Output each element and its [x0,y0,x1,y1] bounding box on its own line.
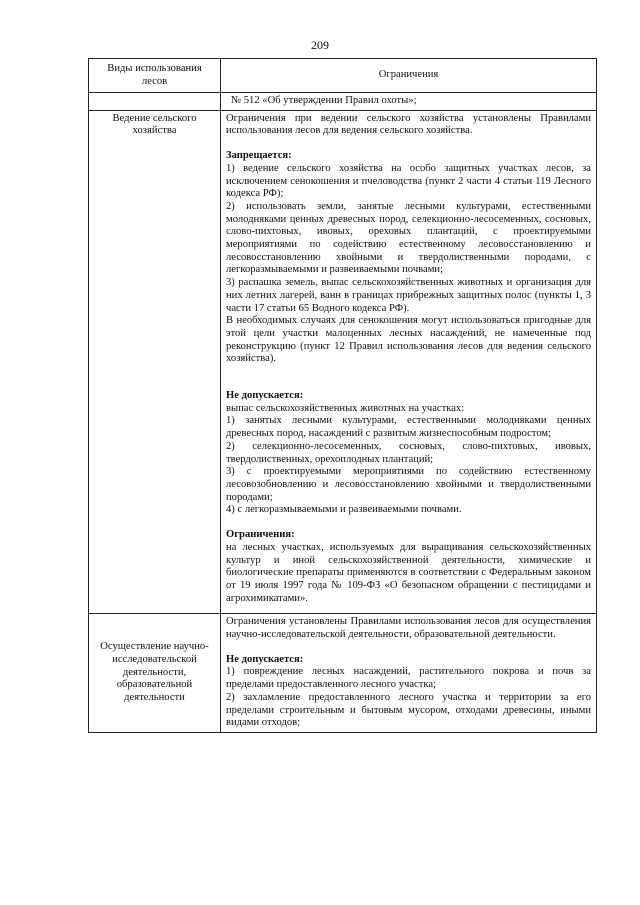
table-row-research [89,614,597,733]
list-item: 1) ведение сельского хозяйства на особо защитных участках лесов, за исключением сенокошения и пчеловодства (пункт 2 части 4 статьи 119 Лесного кодекса РФ); [226,162,591,200]
list-item: выпас сельскохозяйственных животных на участках: [226,402,465,414]
list-item: 1) повреждение лесных насаждений, растительного покрова и почв за пределами предоставленного лесного участка; [226,666,591,691]
page-number: 209 [311,38,329,52]
label-research: Осуществление научно-исследовательской деятельности, образовательной деятельности [89,614,221,733]
header-restrictions: Ограничения [221,59,597,93]
list-item: 3) с проектируемыми мероприятиями по содействию естественному лесовозобновлению и лесовосстановлению хвойными и твердолиственными породами; [226,466,591,503]
research-intro: Ограничения установлены Правилами использования лесов для осуществления научно-исследовательской деятельности, образовательной деятельности. [226,616,591,641]
list-item: 3) распашка земель, выпас сельскохозяйственных животных и организация для них летних лагерей, ванн в границах прибрежных защитных полос (пункты 1, 3 части 17 статьи 65 Водного кодекса РФ). [226,277,591,314]
list-item: 2) использовать земли, занятые лесными культурами, естественными молодняками ценных древесных пород, селекционно-лесосеменных, сосновых, слово-пихтовых, ивовых, ореховых плантаций, с проектируемыми мероприятиями по содействию естественному лесовосстановлению и лесовосстановлению хвойными и твердолиственными породами, с легкоразмываемыми и развеиваемыми почвами; [226,200,591,276]
agriculture-not-allowed-heading: Не допускается: [226,390,304,402]
restrictions-research [221,614,597,733]
label-agriculture: Ведение сельского хозяйства [89,110,221,614]
continuation-row [89,93,597,111]
list-item: В необходимых случаях для сенокошения могут использоваться пригодные для этой цели участки малоценных лесных насаждений, не намеченные под реконструкцию (пункт 12 Правил использования лесов для ведения сельского хозяйства). [226,315,591,365]
research-not-allowed-heading: Не допускается: [226,653,304,665]
agriculture-prohibited-heading: Запрещается: [226,150,292,162]
continuation-left-cell [89,93,221,111]
list-item: 2) захламление предоставленного лесного участка и территории за его пределами строительным и бытовым мусором, отходами древесины, иными видами отходов; [226,691,591,729]
agriculture-restrictions-text: на лесных участках, используемых для выращивания сельскохозяйственных культур и иной сельскохозяйственной деятельности, химические и биологические препараты применяются в соответствии с Федеральным законом от 19 июля 1997 года № 109-ФЗ «О безопасном обращении с пестицидами и агрохимикатами». [226,541,591,604]
restrictions-agriculture [221,110,597,614]
agriculture-restrictions-heading: Ограничения: [226,529,295,541]
forest-use-restrictions-table [88,58,597,733]
list-item: 1) занятых лесными культурами, естественными молодняками ценных древесных пород, насаждений с развитым жизнеспособным подростом; [226,415,591,440]
header-forest-use-types: Виды использования лесов [89,59,221,93]
list-item: 2) селекционно-лесосеменных, сосновых, слово-пихтовых, ивовых, твердолиственных, орехоплодных плантаций; [226,440,591,465]
agriculture-intro: Ограничения при ведении сельского хозяйства установлены Правилами использования лесов для ведения сельского хозяйства. [226,112,591,137]
table-header-row [89,59,597,93]
table-row-agriculture [89,110,597,614]
list-item: 4) с легкоразмываемыми и развеиваемыми почвами. [226,504,462,516]
continuation-text: № 512 «Об утверждении Правил охоты»; [221,93,597,111]
